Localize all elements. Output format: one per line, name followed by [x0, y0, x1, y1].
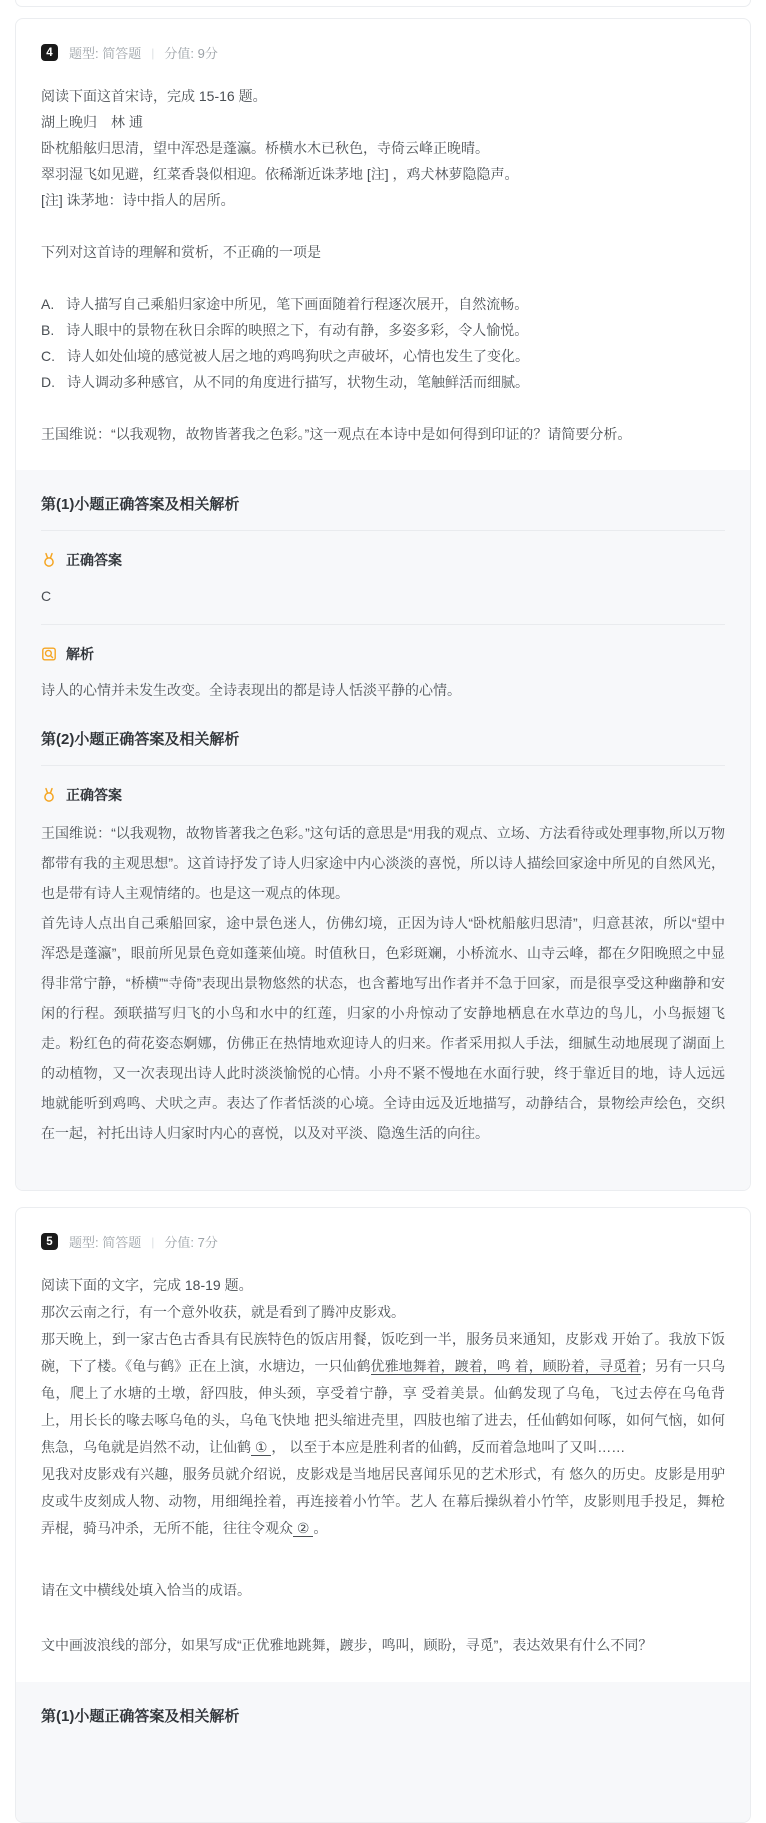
correct-answer-row: [41, 785, 725, 805]
sub1-analysis-heading: 第(1)小题正确答案及相关解析: [41, 496, 240, 513]
explanation-row: [41, 644, 725, 664]
passage-text: ；另有一只乌龟，爬上了水塘的土墩，舒四肢，伸头颈，享受着宁静，享 受着美景。仙鹤发现了乌龟，飞过去停在乌龟背上，用长长的喙去啄乌龟的头，乌龟飞快地 把头缩进壳里，四肢也缩了进去，任仙鹤如何啄，如何气恼，如何焦急，乌龟就是岿然不动，让仙鹤: [41, 1358, 726, 1455]
poem-title: 湖上晚归 林 逋: [41, 114, 143, 130]
sub-question-2: 文中画波浪线的部分，如果写成“正优雅地跳舞，踱步，鸣叫，顾盼，寻觅”，表达效果有什么不同？: [41, 1637, 653, 1653]
option-text: 诗人描写自己乘船归家途中所见，笔下画面随着行程逐次展开，自然流畅。: [66, 296, 529, 312]
question-stem-1: 下列对这首诗的理解和赏析，不正确的一项是: [41, 244, 321, 260]
reading-intro: 阅读下面的文字，完成 18-19 题。: [41, 1277, 253, 1293]
option-list: [41, 291, 725, 395]
question-5-card: [15, 1207, 751, 1823]
medal-icon: [41, 787, 57, 803]
blank-1: ①: [251, 1439, 272, 1455]
question-stem-2: 王国维说：“以我观物，故物皆著我之色彩。”这一观点在本诗中是如何得到印证的？请简要分析。: [41, 426, 632, 442]
option-c: [41, 343, 725, 369]
option-b: [41, 317, 725, 343]
option-d: [41, 369, 725, 395]
option-a: [41, 291, 725, 317]
passage-text: 见我对皮影戏有兴趣，服务员就介绍说，皮影戏是当地居民喜闻乐见的艺术形式，有 悠久的历史。皮影是用驴皮或牛皮刻成人物、动物，用细绳拴着，再连接着小竹竿。艺人 在幕后操纵着小竹竿，皮影则甩手投足，舞枪弄棍，骑马冲杀，无所不能，往往令观众: [41, 1466, 725, 1536]
wavy-underlined-text: 优雅地舞着，踱着，鸣 着，顾盼着，寻觅着: [370, 1358, 641, 1374]
question-4-header: [16, 19, 750, 62]
question-4-analysis-panel: [16, 470, 750, 1190]
question-4-body: [16, 62, 750, 470]
previous-card-bottom-edge: [15, 0, 751, 7]
answer-2-paragraph-2: 首先诗人点出自己乘船回家，途中景色迷人，仿佛幻境，正因为诗人“卧枕船舷归思清”，归意甚浓，所以“望中浑恐是蓬瀛”，眼前所见景色竟如蓬莱仙境。时值秋日，色彩斑斓，小桥流水、山寺云峰，都在夕阳晚照之中显得非常宁静，“桥横”“寺倚”表现出景物悠然的状态，也含蓄地写出作者并不急于回家，而是很享受这种幽静和安闲的行程。颈联描写归飞的小鸟和水中的红莲，归家的小舟惊动了安静地栖息在水草边的鸟儿，小鸟振翅飞走。粉红色的荷花姿态婀娜，仿佛正在热情地欢迎诗人的归来。作者采用拟人手法，细腻生动地展现了湖面上的动植物，又一次表现出诗人此时淡淡愉悦的心情。小舟不紧不慢地在水面行驶，终于靠近目的地，诗人远远地就能听到鸡鸣、犬吠之声。表达了作者恬淡的心境。全诗由远及近地描写，动静结合，景物绘声绘色，交织在一起，衬托出诗人归家时内心的喜悦，以及对平淡、隐逸生活的向往。: [41, 915, 725, 1141]
passage-paragraph-1: 那次云南之行，有一个意外收获，就是看到了腾冲皮影戏。: [41, 1304, 405, 1320]
sub2-analysis-heading: 第(2)小题正确答案及相关解析: [41, 731, 240, 748]
correct-answer-row: [41, 550, 725, 570]
question-number-badge: 5: [41, 1233, 58, 1250]
option-label: D.: [41, 374, 55, 390]
panel-divider: [41, 765, 725, 766]
passage-paragraph-2: [41, 1326, 725, 1461]
option-label: B.: [41, 322, 55, 338]
question-4-card: [15, 18, 751, 1191]
question-score-label: 分值: 9分: [164, 46, 218, 61]
passage-text: 。: [313, 1520, 328, 1536]
reading-intro: 阅读下面这首宋诗，完成 15-16 题。: [41, 88, 267, 104]
poem-note: [注] 诛茅地：诗中指人的居所。: [41, 192, 235, 208]
passage-paragraph-3: [41, 1461, 725, 1542]
question-5-analysis-panel: [16, 1682, 750, 1822]
poem-line: 卧枕船舷归思清，望中浑恐是蓬瀛。桥横水木已秋色，寺倚云峰正晚晴。: [41, 140, 489, 156]
option-text: 诗人眼中的景物在秋日余晖的映照之下，有动有静，多姿多彩，令人愉悦。: [66, 322, 529, 338]
poem-line: 翠羽湿飞如见避，红菜香袅似相迎。依稀渐近诛茅地 [注] ，鸡犬林萝隐隐声。: [41, 166, 519, 182]
question-score-label: 分值: 7分: [164, 1235, 218, 1250]
answer-1-value: C: [41, 588, 52, 604]
medal-icon: [41, 552, 57, 568]
passage-text: ， 以至于本应是胜利者的仙鹤，反而着急地叫了又叫……: [271, 1439, 626, 1455]
header-meta-divider: |: [151, 45, 155, 60]
question-number-badge: 4: [41, 44, 58, 61]
question-type-label: 题型: 简答题: [69, 1235, 142, 1250]
option-label: C.: [41, 348, 55, 364]
option-label: A.: [41, 296, 55, 312]
correct-answer-label: 正确答案: [66, 787, 122, 803]
answer-2-paragraph-1: 王国维说：“以我观物，故物皆著我之色彩。”这句话的意思是“用我的观点、立场、方法看待或处理事物,所以万物都带有我的主观思想”。这首诗抒发了诗人归家途中内心淡淡的喜悦，所以诗人描绘回家途中所见的自然风光，也是带有诗人主观情绪的。也是这一观点的体现。: [41, 825, 725, 901]
sub-question-1: 请在文中横线处填入恰当的成语。: [41, 1582, 251, 1598]
magnifier-doc-icon: [41, 646, 57, 662]
question-5-body: [16, 1251, 750, 1682]
passage-text: 那天晚上，到一家古色古香具有民族特色的饭店用餐，饭吃到一半，服务员来通知，皮影戏 开始了。我放下饭碗，下了楼。《龟与鹤》正在上演，水塘边，一只仙鹤: [41, 1331, 725, 1374]
panel-divider: [41, 624, 725, 625]
header-meta-divider: |: [151, 1234, 155, 1249]
option-text: 诗人如处仙境的感觉被人居之地的鸡鸣狗吠之声破坏，心情也发生了变化。: [67, 348, 529, 364]
panel-divider: [41, 530, 725, 531]
option-text: 诗人调动多种感官，从不同的角度进行描写，状物生动，笔触鲜活而细腻。: [67, 374, 529, 390]
correct-answer-label: 正确答案: [66, 552, 122, 568]
question-5-header: [16, 1208, 750, 1251]
explanation-label: 解析: [66, 646, 94, 662]
blank-2: ②: [293, 1520, 314, 1536]
question-type-label: 题型: 简答题: [69, 46, 142, 61]
explanation-1-text: 诗人的心情并未发生改变。全诗表现出的都是诗人恬淡平静的心情。: [41, 682, 461, 698]
sub1-analysis-heading: 第(1)小题正确答案及相关解析: [41, 1708, 240, 1725]
